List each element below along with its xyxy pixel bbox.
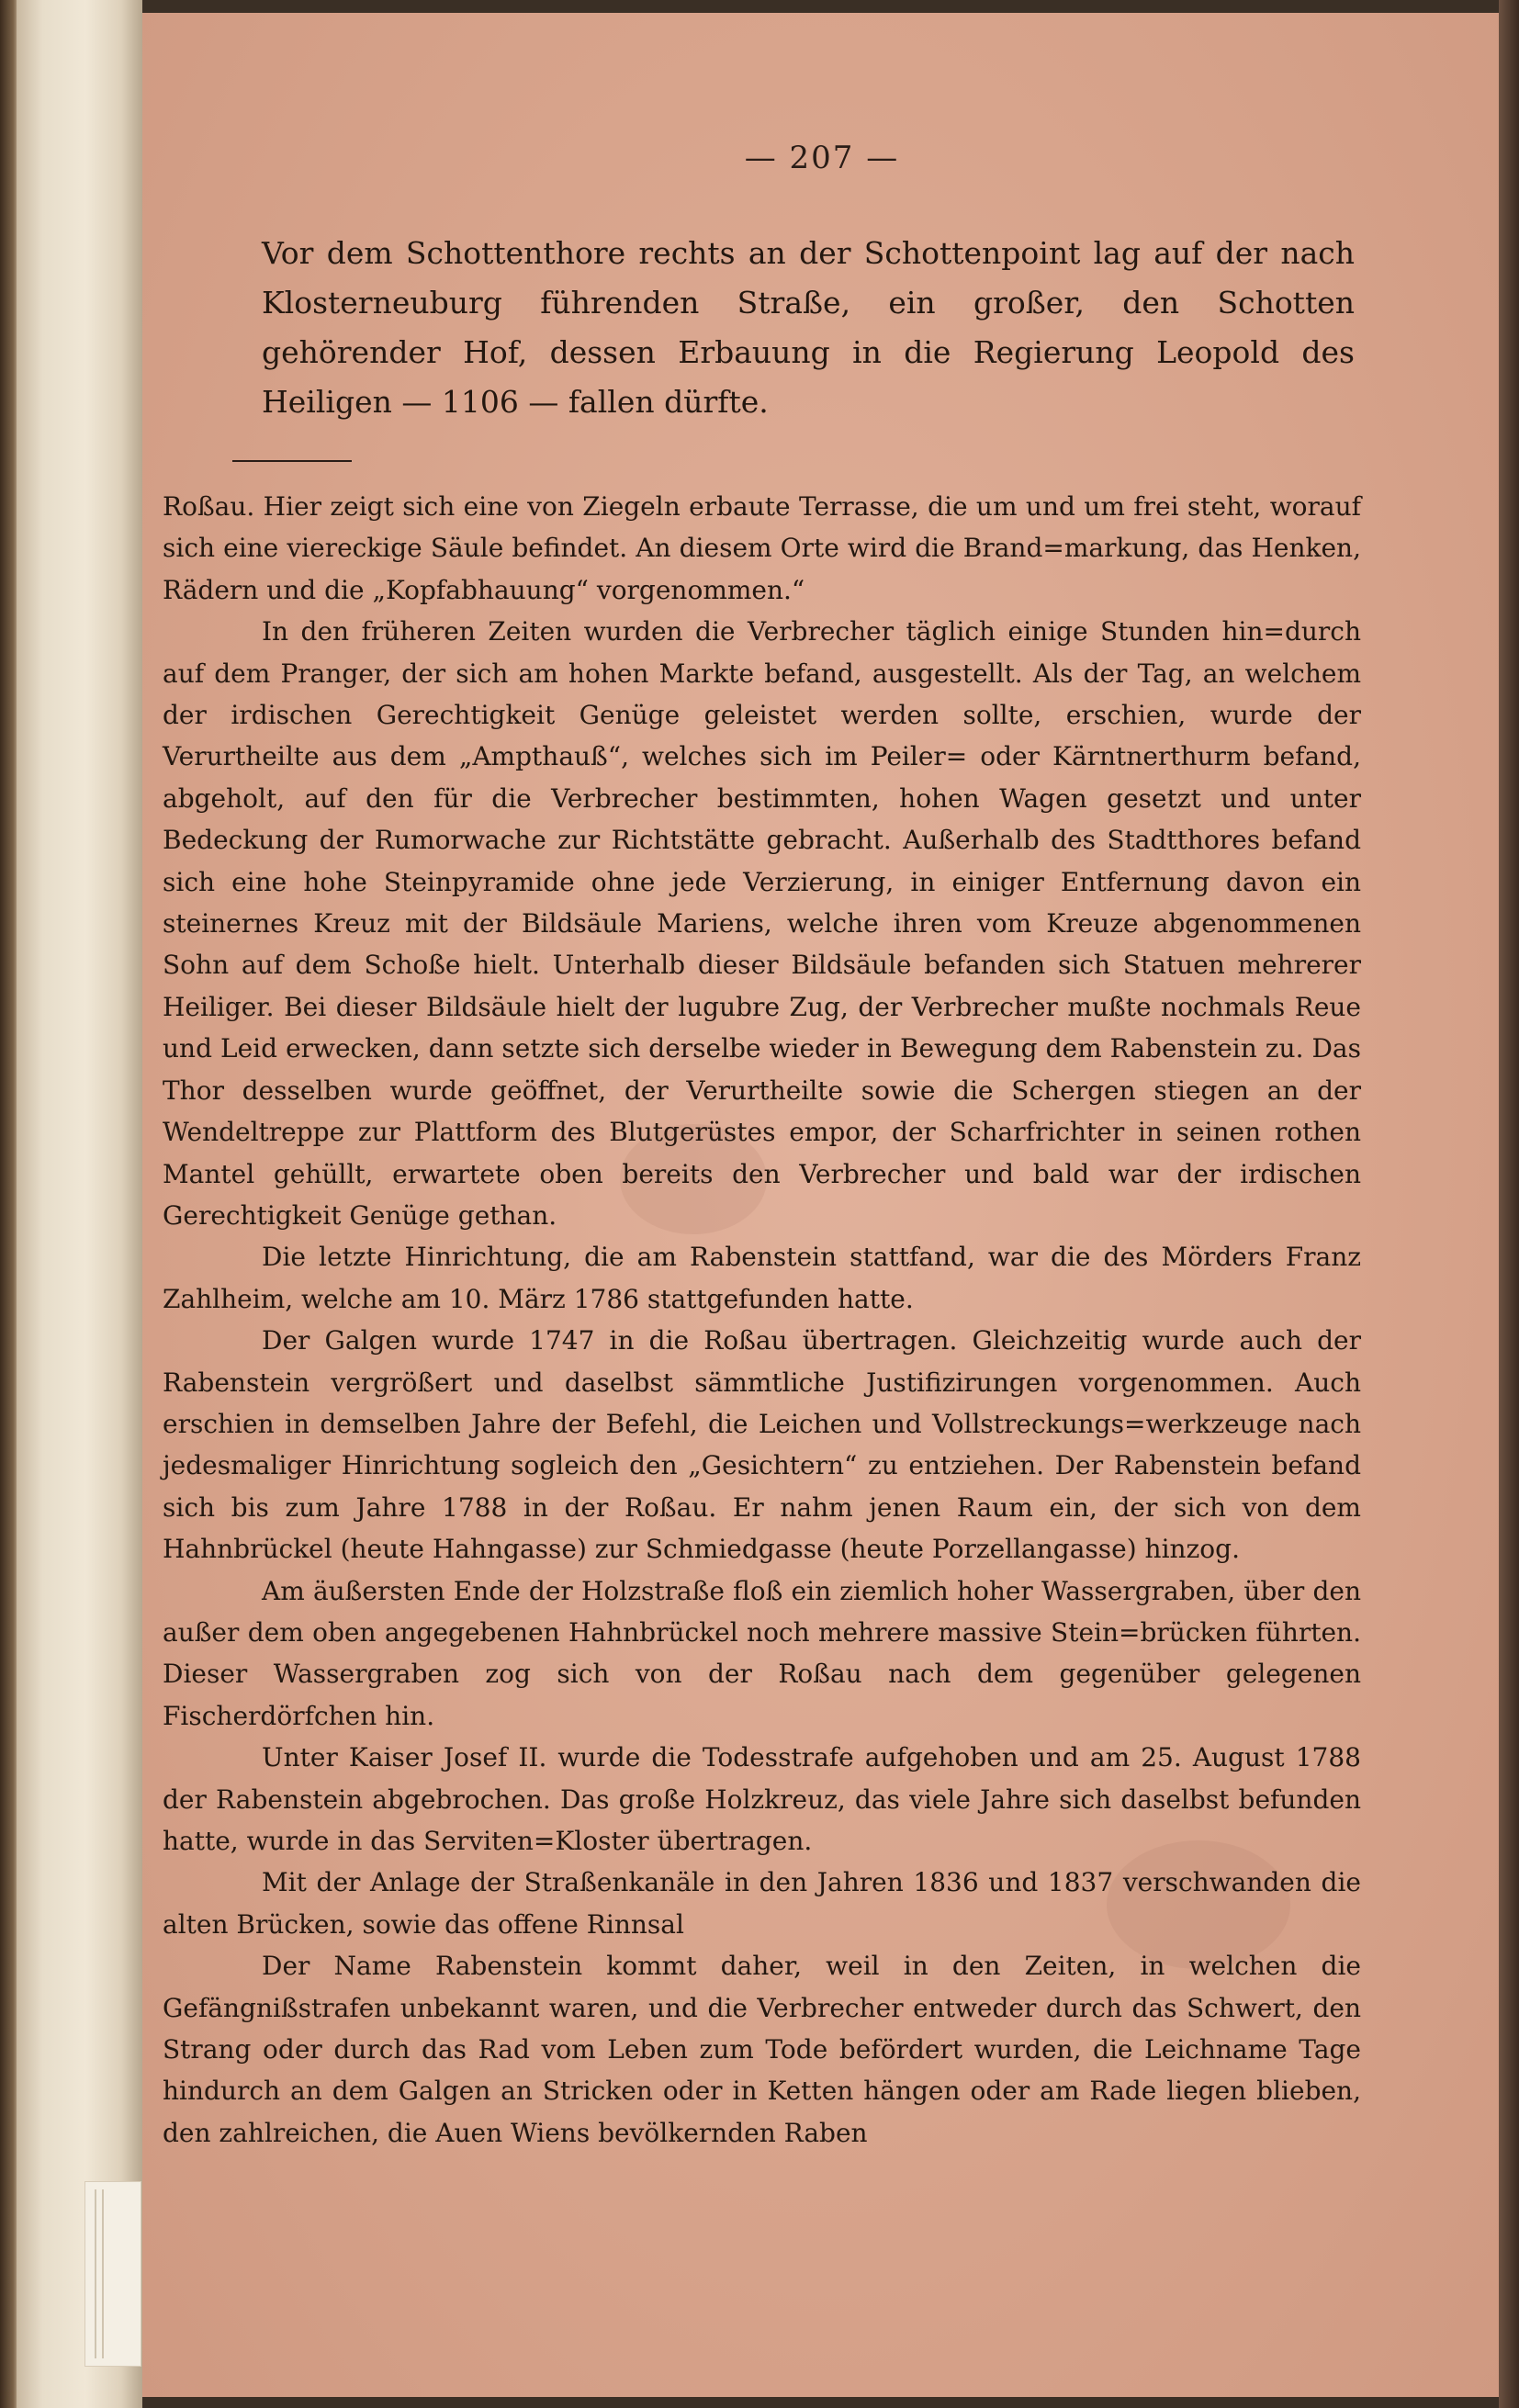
paragraph: Mit der Anlage der Straßenkanäle in den Jahren 1836 und 1837 verschwanden die alten Brücken, sowie das offene Rinnsal [163, 1867, 1361, 1940]
intro-paragraph: Vor dem Schottenthore rechts an der Schottenpoint lag auf der nach Klosterneuburg führenden Straße, ein großer, den Schotten gehörender Hof, dessen Erbauung in die Regierung Leopold des Heiligen — 1106 — fallen dürfte. [262, 235, 1355, 420]
binding-edge [0, 0, 17, 2408]
library-label [84, 2181, 141, 2367]
body-text [163, 486, 1361, 2154]
paragraph: Die letzte Hinrichtung, die am Rabenstein stattfand, war die des Mörders Franz Zahlheim, welche am 10. März 1786 stattgefunden hatte. [163, 1242, 1361, 1314]
page-number: — 207 — [744, 140, 900, 176]
paragraph: Der Name Rabenstein kommt daher, weil in den Zeiten, in welchen die Gefängnißstrafen unbekannt waren, und die Verbrecher entweder durch das Schwert, den Strang oder durch das Rad vom Leben zum Tode befördert wurden, die Leichname Tage hindurch an dem Galgen an Stricken oder in Ketten hängen oder am Rade liegen blieben, den zahlreichen, die Auen Wiens bevölkernden Raben [163, 1951, 1361, 2148]
paragraph: Der Galgen wurde 1747 in die Roßau übertragen. Gleichzeitig wurde auch der Rabenstein vergrößert und daselbst sämmtliche Justifizirungen vorgenommen. Auch erschien in demselben Jahre der Befehl, die Leichen und Vollstreckungs=werkzeuge nach jedesmaliger Hinrichtung sogleich den „Gesichtern“ zu entziehen. Der Rabenstein befand sich bis zum Jahre 1788 in der Roßau. Er nahm jenen Raum ein, der sich von dem Hahnbrückel (heute Hahngasse) zur Schmiedgasse (heute Porzellangasse) hinzog. [163, 1325, 1361, 1565]
paragraph: Am äußersten Ende der Holzstraße floß ein ziemlich hoher Wassergraben, über den außer dem oben angegebenen Hahnbrückel noch mehrere massive Stein=brücken führten. Dieser Wassergraben zog sich von der Roßau nach dem gegenüber gelegenen Fischerdörfchen hin. [163, 1575, 1361, 1731]
paragraph: In den früheren Zeiten wurden die Verbrecher täglich einige Stunden hin=durch auf dem Pranger, der sich am hohen Markte befand, ausgestellt. Als der Tag, an welchem der irdischen Gerechtigkeit Genüge geleistet werden sollte, erschien, wurde der Verurtheilte aus dem „Ampthauß“, welches sich im Peiler= oder Kärntnerthurm befand, abgeholt, auf den für die Verbrecher bestimmten, hohen Wagen gesetzt und unter Bedeckung der Rumorwache zur Richtstätte gebracht. Außerhalb des Stadtthores befand sich eine hohe Steinpyramide ohne jede Verzierung, in einiger Entfernung davon ein steinernes Kreuz mit der Bildsäule Mariens, welche ihren vom Kreuze abgenommenen Sohn auf dem Schoße hielt. Unterhalb dieser Bildsäule befanden sich Statuen mehrerer Heiliger. Bei dieser Bildsäule hielt der lugubre Zug, der Verbrecher mußte nochmals Reue und Leid erwecken, dann setzte sich derselbe wieder in Bewegung dem Rabenstein zu. Das Thor desselben wurde geöffnet, der Verurtheilte sowie die Schergen stiegen an der Wendeltreppe zur Plattform des Blutgerüstes empor, der Scharfrichter in seinen rothen Mantel gehüllt, erwartete oben bereits den Verbrecher und bald war der irdischen Gerechtigkeit Genüge gethan. [163, 616, 1361, 1231]
label-line [95, 2189, 104, 2358]
book-edge-right [1499, 0, 1519, 2408]
book-binding-left [0, 0, 142, 2408]
paragraph: Roßau. Hier zeigt sich eine von Ziegeln erbaute Terrasse, die um und um frei steht, worauf sich eine viereckige Säule befindet. An diesem Orte wird die Brand=markung, das Henken, Rädern und die „Kopfabhauung“ vorgenommen.“ [163, 491, 1361, 605]
section-rule [232, 460, 352, 462]
book-page [142, 13, 1507, 2397]
paragraph: Unter Kaiser Josef II. wurde die Todesstrafe aufgehoben und am 25. August 1788 der Rabenstein abgebrochen. Das große Holzkreuz, das viele Jahre sich daselbst befunden hatte, wurde in das Serviten=Kloster übertragen. [163, 1742, 1361, 1856]
